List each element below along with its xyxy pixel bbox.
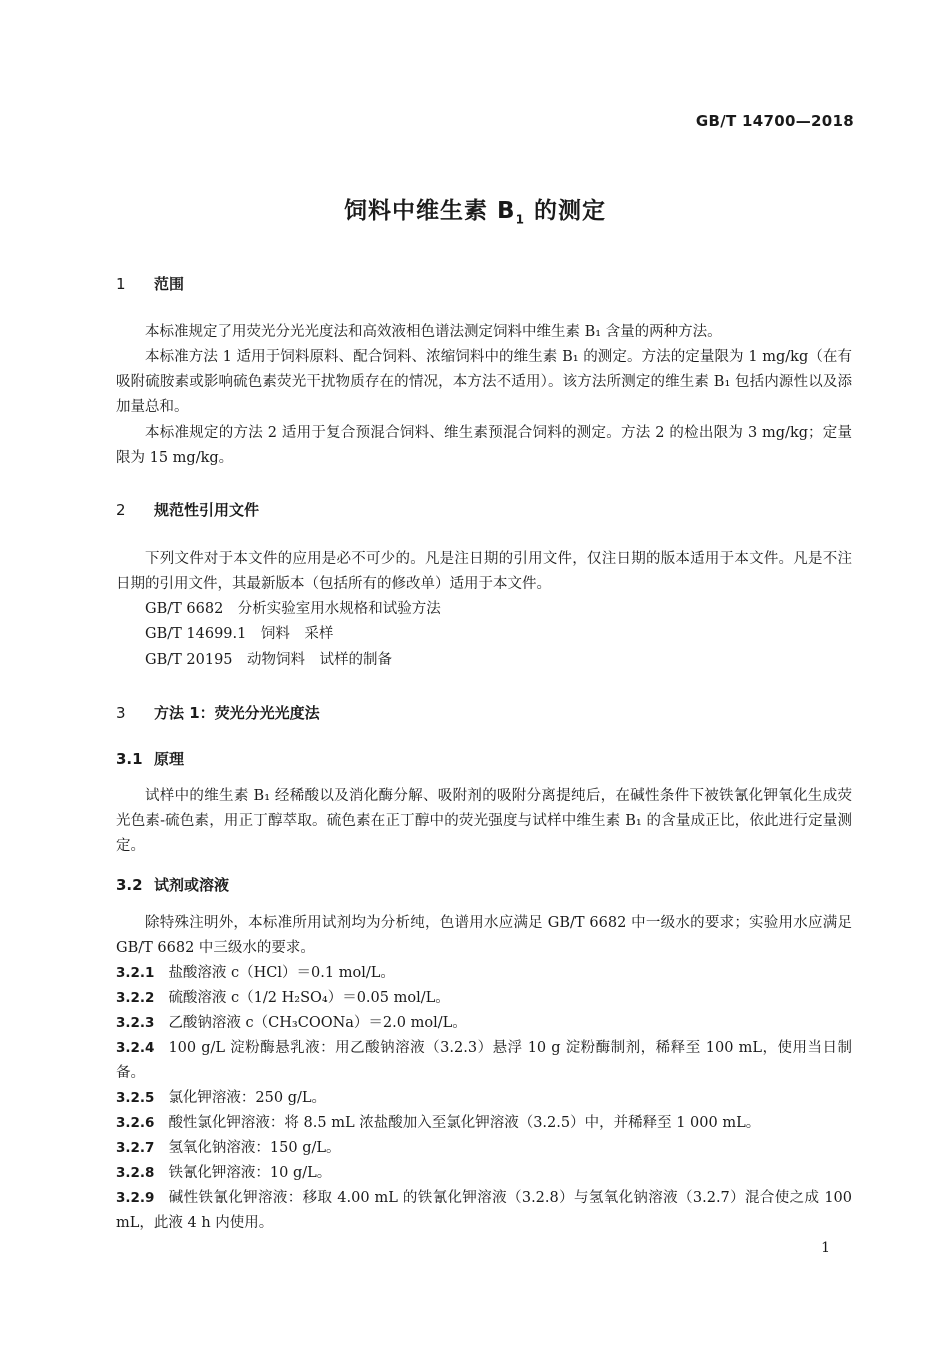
reagent-item: [116, 1186, 852, 1236]
section-number: 2: [116, 501, 126, 519]
item-text: 乙酸钠溶液 c（CH₃COONa）＝2.0 mol/L。: [168, 1015, 467, 1031]
item-text: 酸性氯化钾溶液：将 8.5 mL 浓盐酸加入至氯化钾溶液（3.2.5）中，并稀释至 1 000 mL。: [168, 1115, 761, 1131]
item-number: 3.2.2: [116, 990, 155, 1006]
title-prefix: 饲料中维生素 B: [344, 198, 516, 224]
reagent-item: [116, 1011, 852, 1036]
reagent-item: [116, 1111, 852, 1136]
item-number: 3.2.7: [116, 1140, 155, 1156]
section-number: 1: [116, 275, 126, 293]
reagent-item: [116, 1036, 852, 1086]
reagent-item: [116, 1086, 852, 1111]
section-number: 3: [116, 704, 126, 722]
item-text: 100 g/L 淀粉酶悬乳液：用乙酸钠溶液（3.2.3）悬浮 10 g 淀粉酶制剂，稀释至 100 mL，使用当日制备。: [116, 1040, 852, 1081]
section-2-heading: [116, 499, 259, 520]
subsection-title: 试剂或溶液: [154, 876, 230, 894]
section-3-2-heading: [116, 874, 229, 895]
section-3-heading: [116, 702, 320, 723]
item-number: 3.2.3: [116, 1015, 155, 1031]
section-title: 范围: [154, 275, 185, 293]
section-1-paragraph-1: 本标准规定了用荧光分光光度法和高效液相色谱法测定饲料中维生素 B₁ 含量的两种方法。: [145, 324, 722, 340]
section-1-heading: [116, 273, 184, 294]
reagent-item: [116, 961, 852, 986]
item-number: 3.2.1: [116, 965, 155, 981]
item-text: 硫酸溶液 c（1/2 H₂SO₄）＝0.05 mol/L。: [168, 990, 450, 1006]
item-number: 3.2.4: [116, 1040, 155, 1056]
normative-reference: GB/T 6682 分析实验室用水规格和试验方法: [145, 601, 441, 617]
item-number: 3.2.6: [116, 1115, 155, 1131]
section-title: 规范性引用文件: [154, 501, 260, 519]
reagent-item: [116, 1136, 852, 1161]
section-3-2-paragraph: 除特殊注明外，本标准所用试剂均为分析纯，色谱用水应满足 GB/T 6682 中一级水的要求；实验用水应满足 GB/T 6682 中三级水的要求。: [116, 915, 852, 956]
item-number: 3.2.8: [116, 1165, 155, 1181]
section-title: 方法 1：荧光分光光度法: [154, 704, 320, 722]
subsection-number: 3.1: [116, 750, 143, 768]
document-title: [0, 192, 950, 227]
normative-reference: GB/T 20195 动物饲料 试样的制备: [145, 652, 393, 668]
item-text: 氯化钾溶液：250 g/L。: [168, 1090, 327, 1106]
section-3-1-paragraph: 试样中的维生素 B₁ 经稀酸以及消化酶分解、吸附剂的吸附分离提纯后，在碱性条件下被铁氰化钾氧化生成荧光色素-硫色素，用正丁醇萃取。硫色素在正丁醇中的荧光强度与试样中维生素 B₁ 的含量成正比，依此进行定量测定。: [116, 788, 852, 854]
item-text: 碱性铁氰化钾溶液：移取 4.00 mL 的铁氰化钾溶液（3.2.8）与氢氧化钠溶液（3.2.7）混合使之成 100 mL，此液 4 h 内使用。: [116, 1190, 852, 1231]
section-1-paragraph-3: 本标准规定的方法 2 适用于复合预混合饲料、维生素预混合饲料的测定。方法 2 的检出限为 3 mg/kg；定量限为 15 mg/kg。: [116, 425, 852, 466]
standard-code: GB/T 14700—2018: [695, 112, 854, 130]
subsection-number: 3.2: [116, 876, 143, 894]
reagent-item: [116, 1161, 852, 1186]
reagent-item: [116, 986, 852, 1011]
normative-reference: GB/T 14699.1 饲料 采样: [145, 626, 334, 642]
item-number: 3.2.5: [116, 1090, 155, 1106]
item-text: 铁氰化钾溶液：10 g/L。: [168, 1165, 332, 1181]
subsection-title: 原理: [154, 750, 185, 768]
item-text: 氢氧化钠溶液：150 g/L。: [168, 1140, 341, 1156]
page-number: 1: [821, 1240, 830, 1256]
item-text: 盐酸溶液 c（HCl）＝0.1 mol/L。: [168, 965, 395, 981]
title-subscript: 1: [515, 212, 525, 227]
item-number: 3.2.9: [116, 1190, 155, 1206]
section-3-1-heading: [116, 748, 184, 769]
section-1-paragraph-2: 本标准方法 1 适用于饲料原料、配合饲料、浓缩饲料中的维生素 B₁ 的测定。方法的定量限为 1 mg/kg（在有吸附硫胺素或影响硫色素荧光干扰物质存在的情况，本方法不适用）。该方法所测定的维生素 B₁ 包括内源性以及添加量总和。: [116, 349, 852, 415]
title-suffix: 的测定: [524, 198, 606, 224]
section-2-paragraph-1: 下列文件对于本文件的应用是必不可少的。凡是注日期的引用文件，仅注日期的版本适用于本文件。凡是不注日期的引用文件，其最新版本（包括所有的修改单）适用于本文件。: [116, 551, 852, 592]
